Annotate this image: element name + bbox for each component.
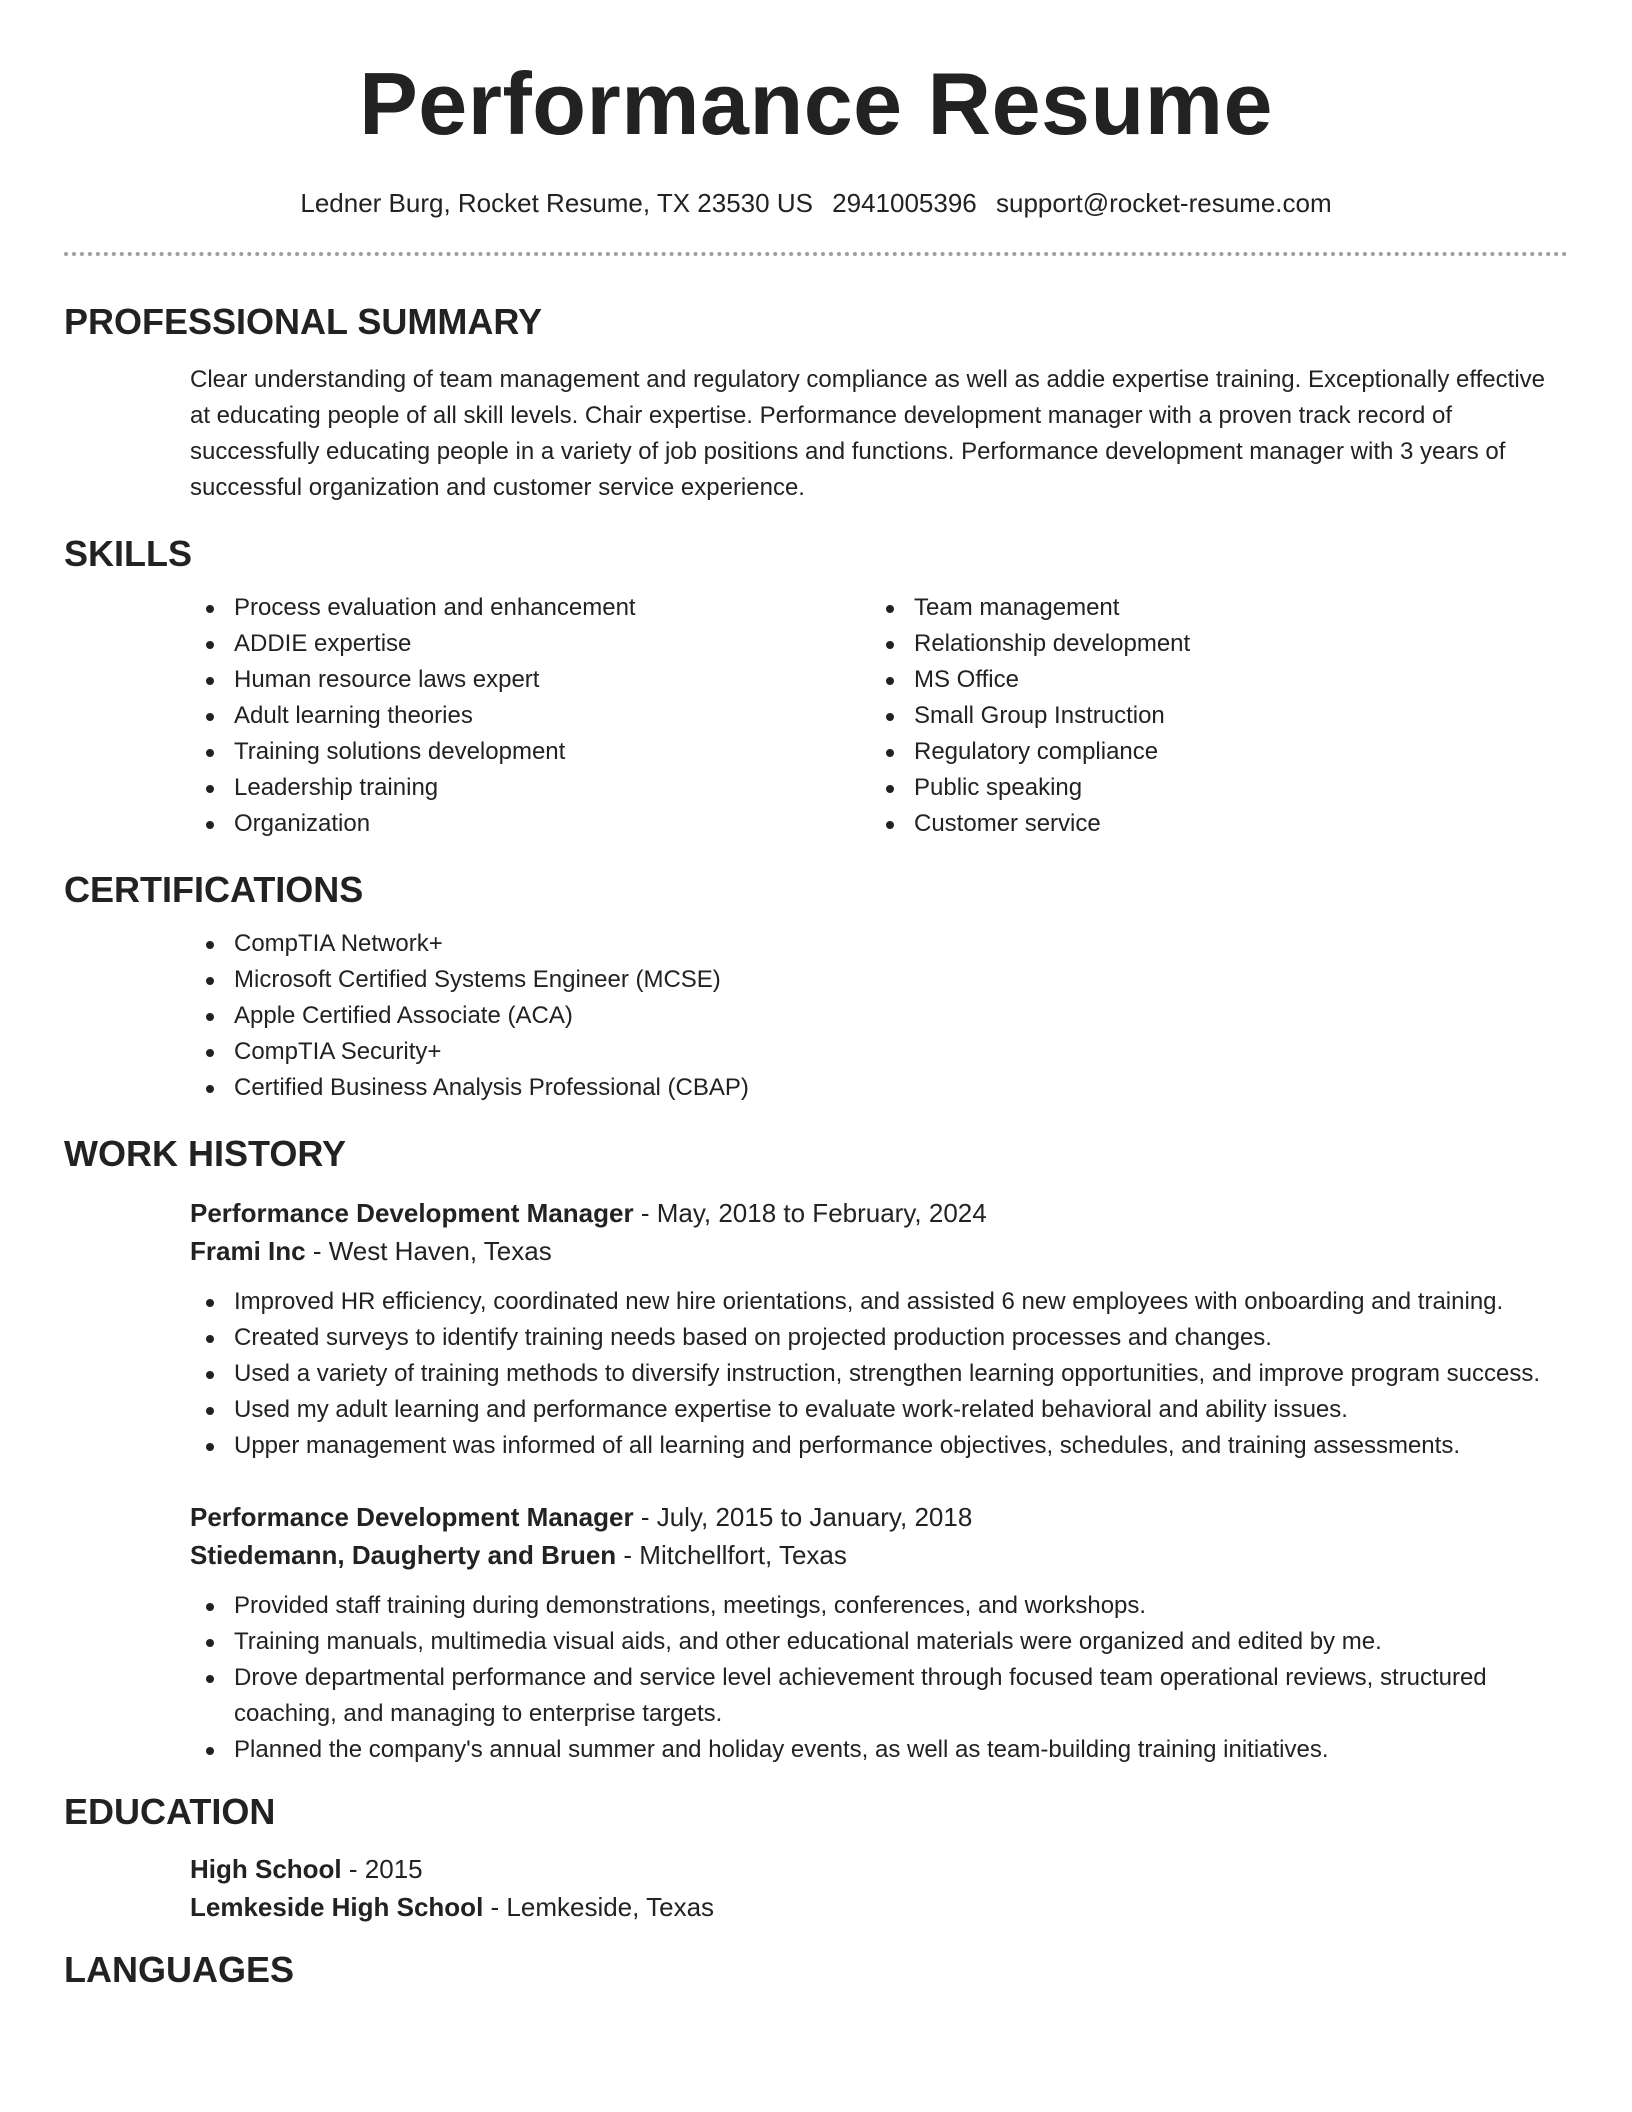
education-entry (190, 1850, 1568, 1926)
skill-item: Small Group Instruction (870, 698, 1550, 734)
job-location: - Mitchellfort, Texas (616, 1540, 847, 1570)
job-entry (190, 1194, 1568, 1464)
education-year: - 2015 (341, 1854, 423, 1884)
job-role: Performance Development Manager (190, 1198, 634, 1228)
skill-item: Leadership training (190, 770, 870, 806)
job-bullet: Used a variety of training methods to diversify instruction, strengthen learning opportunities, and improve program success. (190, 1356, 1568, 1392)
education-location: - Lemkeside, Texas (483, 1892, 715, 1922)
section-title-certifications: CERTIFICATIONS (64, 869, 364, 910)
skill-item: Public speaking (870, 770, 1550, 806)
summary-text: Clear understanding of team management and regulatory compliance as well as addie expertise training. Exceptionally effective at educating people of all skill levels. Chair expertise. Performance development manager with a proven track record of successfully educating people in a variety of job positions and functions. Performance development manager with 3 years of successful organization and customer service experience. (190, 366, 1545, 501)
contact-phone: 2941005396 (832, 188, 977, 218)
job-location: - West Haven, Texas (305, 1236, 552, 1266)
skill-item: Training solutions development (190, 734, 870, 770)
contact-line (64, 186, 1568, 220)
job-bullets (190, 1284, 1568, 1464)
education-school-line (190, 1888, 1568, 1926)
job-entry (190, 1498, 1568, 1768)
skills-grid (190, 590, 1568, 842)
certification-item: Microsoft Certified Systems Engineer (MCSE) (190, 962, 1568, 998)
section-title-education: EDUCATION (64, 1791, 276, 1832)
header-divider (64, 252, 1568, 256)
job-company: Stiedemann, Daugherty and Bruen (190, 1540, 617, 1570)
skill-item: Organization (190, 806, 870, 842)
certification-item: CompTIA Security+ (190, 1034, 1568, 1070)
contact-email: support@rocket-resume.com (996, 188, 1332, 218)
job-bullet: Drove departmental performance and service level achievement through focused team operational reviews, structured coaching, and managing to enterprise targets. (190, 1660, 1568, 1732)
section-title-summary: PROFESSIONAL SUMMARY (64, 301, 543, 342)
skill-item: ADDIE expertise (190, 626, 870, 662)
certification-item: Apple Certified Associate (ACA) (190, 998, 1568, 1034)
skill-item: Relationship development (870, 626, 1550, 662)
education-school: Lemkeside High School (190, 1892, 484, 1922)
certification-item: CompTIA Network+ (190, 926, 1568, 962)
job-role-line (190, 1194, 1568, 1232)
job-role: Performance Development Manager (190, 1502, 634, 1532)
job-bullet: Upper management was informed of all learning and performance objectives, schedules, and training assessments. (190, 1428, 1568, 1464)
certification-item: Certified Business Analysis Professional (CBAP) (190, 1070, 1568, 1106)
skill-item: Team management (870, 590, 1550, 626)
job-company-line (190, 1536, 1568, 1574)
education-degree: High School (190, 1854, 342, 1884)
skill-item: MS Office (870, 662, 1550, 698)
job-bullet: Used my adult learning and performance expertise to evaluate work-related behavioral and ability issues. (190, 1392, 1568, 1428)
job-company-line (190, 1232, 1568, 1270)
skill-item: Human resource laws expert (190, 662, 870, 698)
skill-item: Regulatory compliance (870, 734, 1550, 770)
skill-item: Adult learning theories (190, 698, 870, 734)
education-degree-line (190, 1850, 1568, 1888)
job-bullet: Training manuals, multimedia visual aids, and other educational materials were organized and edited by me. (190, 1624, 1568, 1660)
job-bullets (190, 1588, 1568, 1768)
skills-list-right (870, 590, 1550, 842)
resume-name: Performance Resume (359, 54, 1273, 153)
section-title-languages: LANGUAGES (64, 1949, 295, 1990)
job-company: Frami Inc (190, 1236, 306, 1266)
skill-item: Process evaluation and enhancement (190, 590, 870, 626)
job-role-line (190, 1498, 1568, 1536)
contact-address: Ledner Burg, Rocket Resume, TX 23530 US (300, 188, 813, 218)
job-bullet: Improved HR efficiency, coordinated new hire orientations, and assisted 6 new employees with onboarding and training. (190, 1284, 1568, 1320)
certifications-list (190, 926, 1568, 1106)
skill-item: Customer service (870, 806, 1550, 842)
job-bullet: Provided staff training during demonstrations, meetings, conferences, and workshops. (190, 1588, 1568, 1624)
skills-list-left (190, 590, 870, 842)
section-title-skills: SKILLS (64, 533, 193, 574)
job-dates: - July, 2015 to January, 2018 (633, 1502, 973, 1532)
section-title-work-history: WORK HISTORY (64, 1133, 347, 1174)
job-bullet: Created surveys to identify training needs based on projected production processes and changes. (190, 1320, 1568, 1356)
job-bullet: Planned the company's annual summer and holiday events, as well as team-building training initiatives. (190, 1732, 1568, 1768)
job-dates: - May, 2018 to February, 2024 (633, 1198, 987, 1228)
